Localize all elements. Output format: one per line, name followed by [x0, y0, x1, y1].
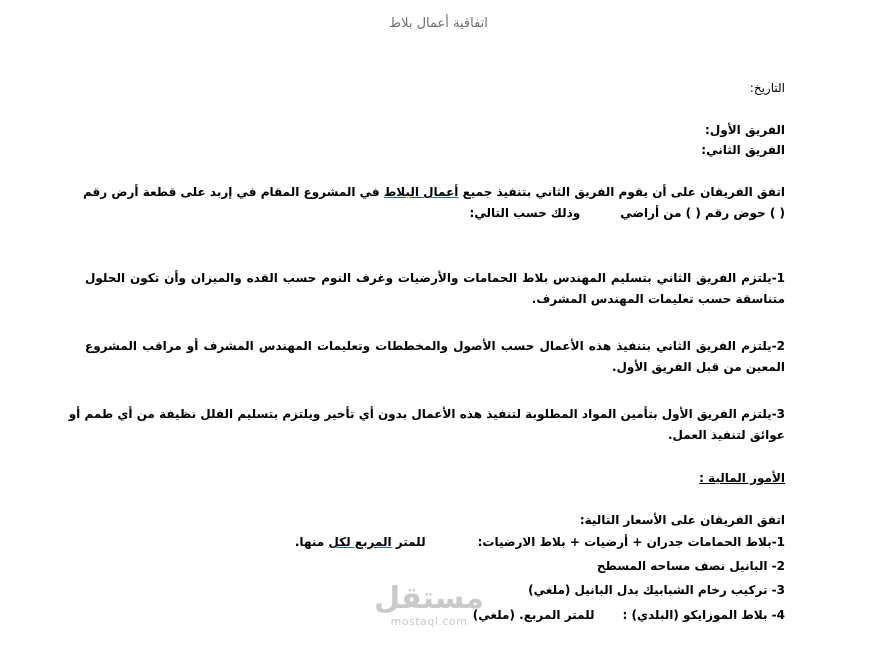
item1-text-c: المربع لكل	[328, 535, 392, 549]
intro-line-1	[85, 183, 785, 201]
intro-text-c: في المشروع المقام في إربد على قطعة أرض رقم	[83, 185, 384, 199]
item1-text-d: منها.	[294, 535, 329, 549]
financial-item-2: 2- البانيل نصف مساحه المسطح	[596, 559, 785, 573]
mostaql-watermark	[374, 582, 484, 640]
watermark-logo: مستقل	[374, 581, 484, 616]
date-label: التاريخ:	[749, 81, 785, 95]
financial-item-3: 3- تركيب رخام الشبابيك بدل البانيل (ملغي)	[528, 583, 785, 597]
document-title: اتفاقية أعمال بلاط	[389, 16, 488, 31]
intro-text-b: أعمال البلاط	[383, 185, 459, 199]
intro-text-a: اتفق الفريقان على أن يقوم الفريق الثاني بتنفيذ جميع	[458, 185, 785, 199]
item4-text-a: 4- بلاط الموزايكو (البلدي) :	[622, 608, 785, 622]
financial-item-1	[85, 533, 785, 551]
item1-text-b: للمتر	[391, 535, 426, 549]
clause-1-line-2: متناسقة حسب تعليمات المهندس المشرف.	[531, 292, 785, 306]
financial-heading	[85, 469, 785, 487]
party-first-label: الفريق الأول:	[705, 123, 785, 137]
financial-intro: اتفق الفريقان على الأسعار التالية:	[579, 513, 785, 527]
clause-2-line-1: 2-يلتزم الفريق الثاني بتنفيذ هذه الأعمال حسب الأصول والمخططات وتعليمات المهندس المشرف أو مراقب المشروع	[85, 339, 785, 353]
financial-heading-text: الأمور المالية :	[699, 471, 785, 485]
clause-1-line-1: 1-يلتزم الفريق الثاني بتسليم المهندس بلاط الحمامات والأرضيات وغرف النوم حسب القده والميزان وأن تكون الحلول	[85, 271, 785, 285]
item4-text-b: للمتر المربع. (ملغي)	[472, 608, 595, 622]
intro-line-2	[85, 204, 785, 222]
watermark-url: mostaql.com	[390, 615, 468, 628]
intro-line2-a: ( ) حوض رقم ( ) من أراضي	[620, 206, 785, 220]
clause-3-line-1: 3-يلتزم الفريق الأول بتأمين المواد المطلوبة لتنفيذ هذه الأعمال بدون أي تأخير ويلتزم بتسليم الفلل نظيفة من أي طمم أو	[68, 407, 785, 421]
item1-text-a: 1-بلاط الحمامات جدران + أرضيات + بلاط الارضيات:	[477, 535, 785, 549]
clause-3-line-2: عوائق لتنفيذ العمل.	[668, 428, 785, 442]
intro-line2-b: وذلك حسب التالي:	[469, 206, 581, 220]
clause-2-line-2: المعين من قبل الفريق الأول.	[611, 360, 785, 374]
party-second-label: الفريق الثاني:	[701, 143, 785, 157]
